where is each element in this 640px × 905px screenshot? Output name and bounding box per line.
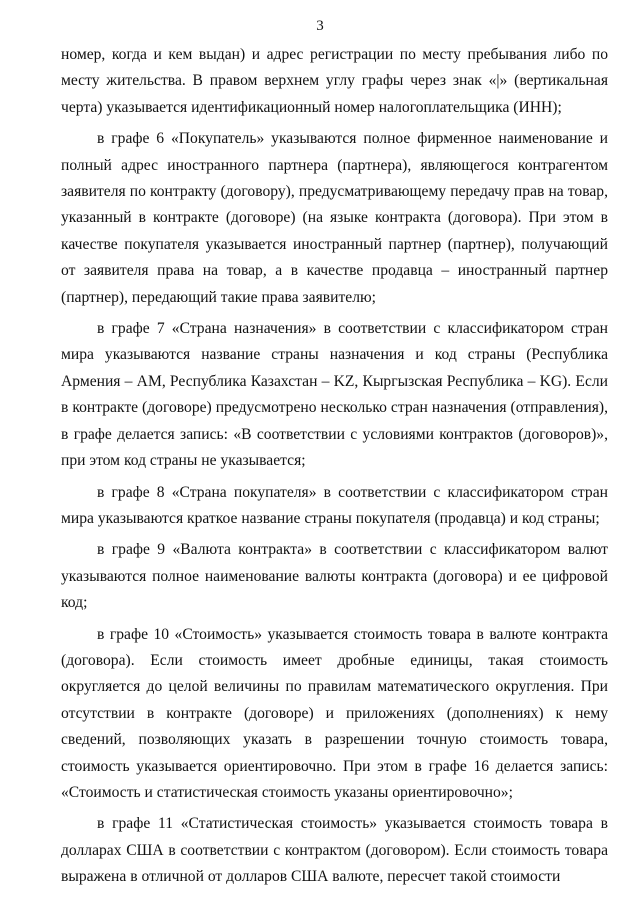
- paragraph-field-10-value: в графе 10 «Стоимость» указывается стоимость товара в валюте контракта (договора). Если стоимость имеет дробные единицы, такая стоимость округляется до целой величины по правилам математического округления. При отсутствии в контракте (договоре) и приложениях (дополнениях) к нему сведений, позволяющих указать в разрешении точную стоимость товара, стоимость указывается ориентировочно. При этом в графе 16 делается запись: «Стоимость и статистическая стоимость указаны ориентировочно»;: [61, 625, 608, 801]
- paragraph-field-8-buyer-country: в графе 8 «Страна покупателя» в соответствии с классификатором стран мира указываются краткое название страны покупателя (продавца) и код страны;: [61, 483, 608, 527]
- paragraph-continuation: номер, когда и кем выдан) и адрес регистрации по месту пребывания либо по месту жительства. В правом верхнем углу графы через знак «|» (вертикальная черта) указывается идентификационный номер налогоплательщика (ИНН);: [61, 46, 608, 116]
- paragraph-field-6-buyer: в графе 6 «Покупатель» указываются полное фирменное наименование и полный адрес иностранного партнера (партнера), являющегося контрагентом заявителя по контракту (договору), предусматривающему передачу прав на товар, указанный в контракте (договоре) (на языке контракта (договора). При этом в качестве покупателя указывается иностранный партнер (партнер), получающий от заявителя права на товар, а в качестве продавца – иностранный партнер (партнер), передающий такие права заявителю;: [61, 130, 608, 306]
- paragraph-field-7-destination-country: в графе 7 «Страна назначения» в соответствии с классификатором стран мира указываются название страны назначения и код страны (Республика Армения – AM, Республика Казахстан – KZ, Кыргызская Республика – KG). Если в контракте (договоре) предусмотрено несколько стран назначения (отправления), в графе делается запись: «В соответствии с условиями контрактов (договоров)», при этом код страны не указывается;: [61, 320, 608, 470]
- paragraph-field-11-statistical-value: в графе 11 «Статистическая стоимость» указывается стоимость товара в долларах США в соответствии с контрактом (договором). Если стоимость товара выражена в отличной от долларов США валюте, пересчет такой стоимости: [61, 815, 608, 886]
- page-number: 3: [316, 18, 324, 34]
- paragraph-field-9-contract-currency: в графе 9 «Валюта контракта» в соответствии с классификатором валют указываются полное наименование валюты контракта (договора) и ее цифровой код;: [61, 541, 608, 612]
- document-body: [61, 42, 608, 896]
